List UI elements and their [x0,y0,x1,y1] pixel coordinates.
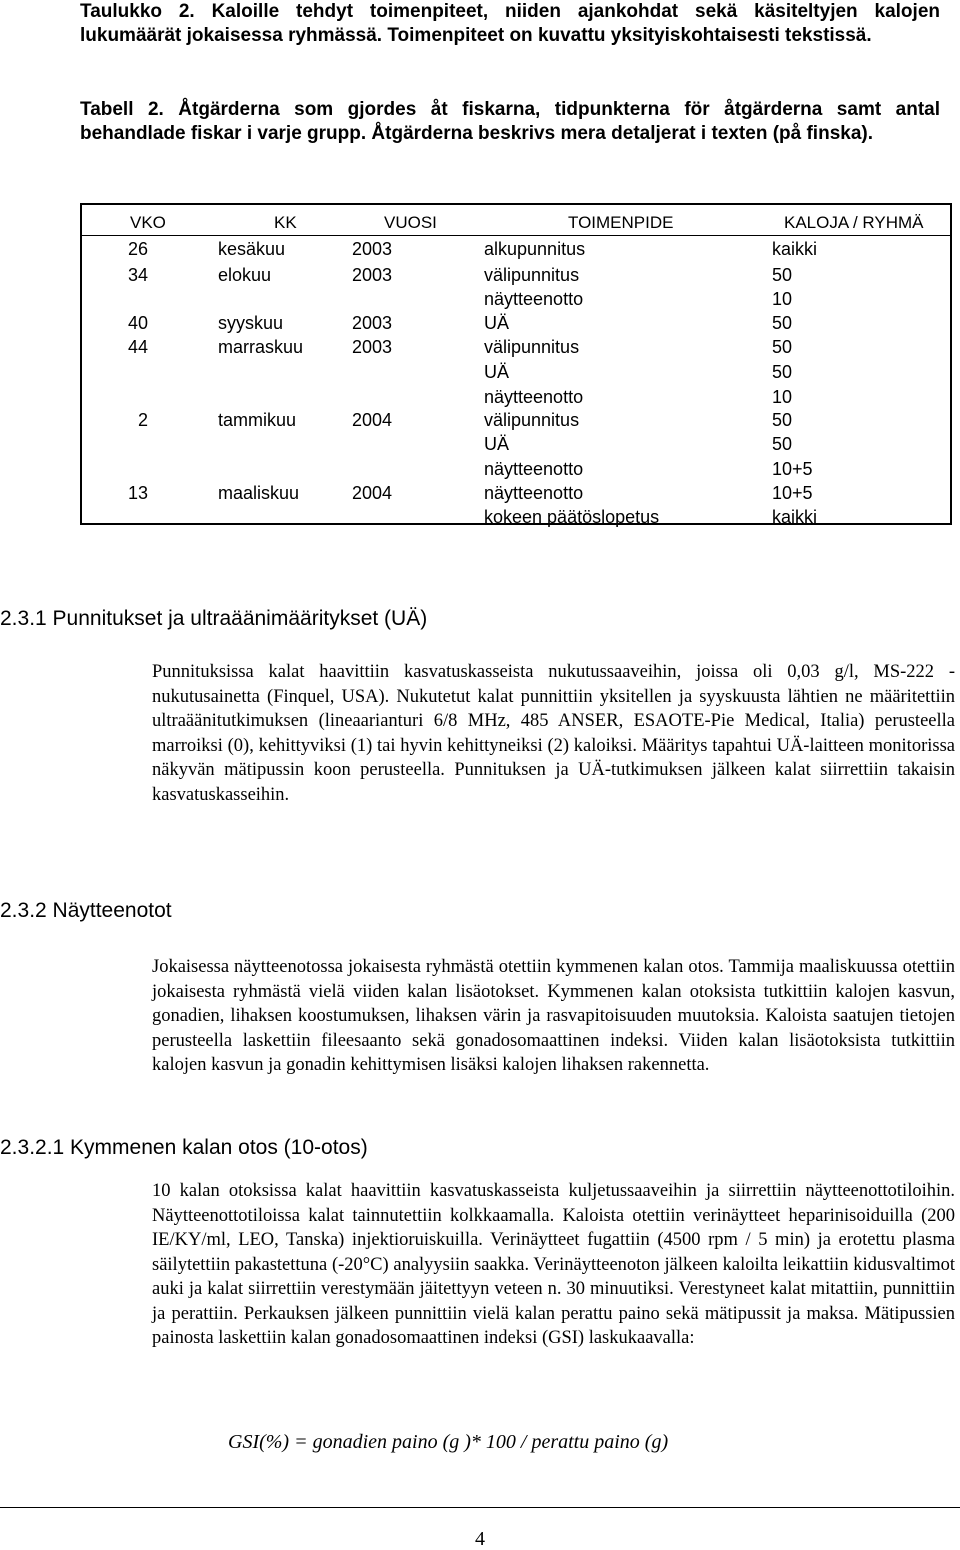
cell-kaloja: 50 [772,362,793,382]
cell-vuosi: 2003 [352,337,393,357]
cell-vko: 40 [127,313,148,333]
table-row [82,432,950,456]
gsi-formula: GSI(%) = gonadien paino (g )* 100 / perattu paino (g) [228,1431,669,1453]
cell-toimenpide: UÄ [484,362,510,382]
cell-kaloja: kaikki [772,239,818,259]
caption-finnish: Taulukko 2. Kaloille tehdyt toimenpiteet, niiden ajankohdat sekä käsiteltyjen kalojen lukumäärät jokaisessa ryhmässä. Toimenpiteet on kuvattu yksityiskohtaisesti tekstissä. [80,1,940,46]
cell-kk: syyskuu [218,313,284,333]
header-toimenpide: TOIMENPIDE [568,213,674,232]
table-row [82,335,950,359]
header-divider [82,235,950,236]
cell-kaloja: kaikki [772,507,818,527]
table-row [82,311,950,335]
cell-kaloja: 10 [772,289,793,309]
cell-toimenpide: kokeen päätöslopetus [484,507,660,527]
section-text-2-3-2-1: 10 kalan otoksissa kalat haavittiin kasvatuskasseista kuljetussaaveihin ja siirrettiin näytteenottotiloihin. Näytteenottotiloissa kalat tainnutettiin kolkkaamalla. Kaloista otettiin verinäytteet heparinisoiduilla (200 IE/KY/ml, LEO, Tanska) injektioruiskuilla. Verinäytteet fugattiin (4500 rpm / 5 min) ja erotettu plasma säilytettiin pakastettuna (-20°C) analyysiin saakka. Verinäytteenoton jälkeen kaloilta leikattiin kidusvaltimot auki ja kalat siirrettiin verestymään jäitettyyn veteen n. 30 minuutiksi. Verestyneet kalat mitattiin, punnittiin ja perattiin. Perkauksen jälkeen punnittiin vielä kalan perattu paino sekä mätipussit ja maksa. Mätipussien painosta laskettiin kalan gonadosomaattinen indeksi (GSI) laskukaavalla: [152,1181,955,1348]
cell-vuosi: 2003 [352,265,393,285]
section-heading-2-3-2-1: 2.3.2.1 Kymmenen kalan otos (10-otos) [0,1136,368,1159]
cell-kaloja: 10 [772,387,793,407]
header-kk: KK [274,213,297,232]
header-kaloja: KALOJA / RYHMÄ [784,213,924,232]
table-row [82,360,950,384]
cell-kk: maaliskuu [218,483,300,503]
cell-vuosi: 2003 [352,239,393,259]
cell-vko: 44 [127,337,148,357]
cell-vuosi: 2003 [352,313,393,333]
cell-vko: 34 [127,265,148,285]
cell-toimenpide: näytteenotto [484,483,584,503]
cell-kaloja: 50 [772,265,793,285]
header-vko: VKO [130,213,166,232]
table-row [82,408,950,432]
cell-toimenpide: UÄ [484,434,510,454]
measures-table [80,203,952,525]
section-text-2-3-2: Jokaisessa näytteenotossa jokaisesta ryhmästä otettiin kymmenen kalan otos. Tammija maaliskuussa otettiin jokaisesta ryhmästä vielä viiden kalan lisäotokset. Kymmenen kalan otoksista tutkittiin kalojen kasvun, gonadien, lihaksen koostumuksen, lihaksen värin ja rasvapitoisuuden muutoksia. Kaloista saatujen tietojen perusteella laskettiin fileesaanto sekä gonadosomaattinen indeksi. Viiden kalan lisäotoksista tutkittiin kalojen kasvun ja gonadin kehittymisen lisäksi kalojen lihaksen rakennetta. [152,957,955,1075]
table-row [82,505,950,529]
table-row [82,481,950,505]
cell-vuosi: 2004 [352,410,393,430]
cell-kaloja: 50 [772,434,793,454]
cell-kaloja: 50 [772,410,793,430]
cell-kk: tammikuu [218,410,297,430]
cell-toimenpide: UÄ [484,313,510,333]
page-number: 4 [475,1528,485,1550]
cell-kk: kesäkuu [218,239,286,259]
cell-vuosi: 2004 [352,483,393,503]
cell-toimenpide: alkupunnitus [484,239,586,259]
cell-kaloja: 50 [772,313,793,333]
cell-toimenpide: välipunnitus [484,265,580,285]
cell-vko: 13 [127,483,148,503]
cell-toimenpide: välipunnitus [484,337,580,357]
cell-toimenpide: välipunnitus [484,410,580,430]
cell-vko: 26 [127,239,148,259]
cell-kaloja: 10+5 [772,459,813,479]
section-heading-2-3-2: 2.3.2 Näytteenotot [0,899,172,922]
cell-kk: elokuu [218,265,272,285]
caption-swedish: Tabell 2. Åtgärderna som gjordes åt fiskarna, tidpunkterna för åtgärderna samt antal behandlade fiskar i varje grupp. Åtgärderna beskrivs mera detaljerat i texten (på finska). [80,99,940,144]
table-row [82,237,950,261]
section-text-2-3-1: Punnituksissa kalat haavittiin kasvatuskasseista nukutussaaveihin, joissa oli 0,03 g/l, MS-222 -nukutusainetta (Finquel, USA). Nukutetut kalat punnittiin yksitellen ja syyskuusta lähtien ne määritettiin ultraäänitutkimuksen (lineaarianturi 6/8 MHz, 485 ANSER, ESAOTE-Pie Medical, Italia) perusteella marroiksi (0), kehittyviksi (1) tai hyvin kehittyneiksi (2) kaloiksi. Määritys tapahtui UÄ-laitteen monitorissa näkyvän mätipussin koon perusteella. Punnituksen ja UÄ-tutkimuksen jälkeen kalat siirrettiin takaisin kasvatuskasseihin. [152,662,955,805]
table-row [82,457,950,481]
cell-kk: marraskuu [218,337,304,357]
cell-kaloja: 50 [772,337,793,357]
cell-toimenpide: näytteenotto [484,387,584,407]
header-vuosi: VUOSI [384,213,437,232]
cell-toimenpide: näytteenotto [484,289,584,309]
cell-kaloja: 10+5 [772,483,813,503]
table-row [82,287,950,311]
cell-toimenpide: näytteenotto [484,459,584,479]
table-row [82,385,950,409]
table-row [82,263,950,287]
section-heading-2-3-1: 2.3.1 Punnitukset ja ultraäänimääritykset (UÄ) [0,607,428,630]
cell-vko: 2 [137,410,148,430]
footer-divider [0,1507,960,1508]
